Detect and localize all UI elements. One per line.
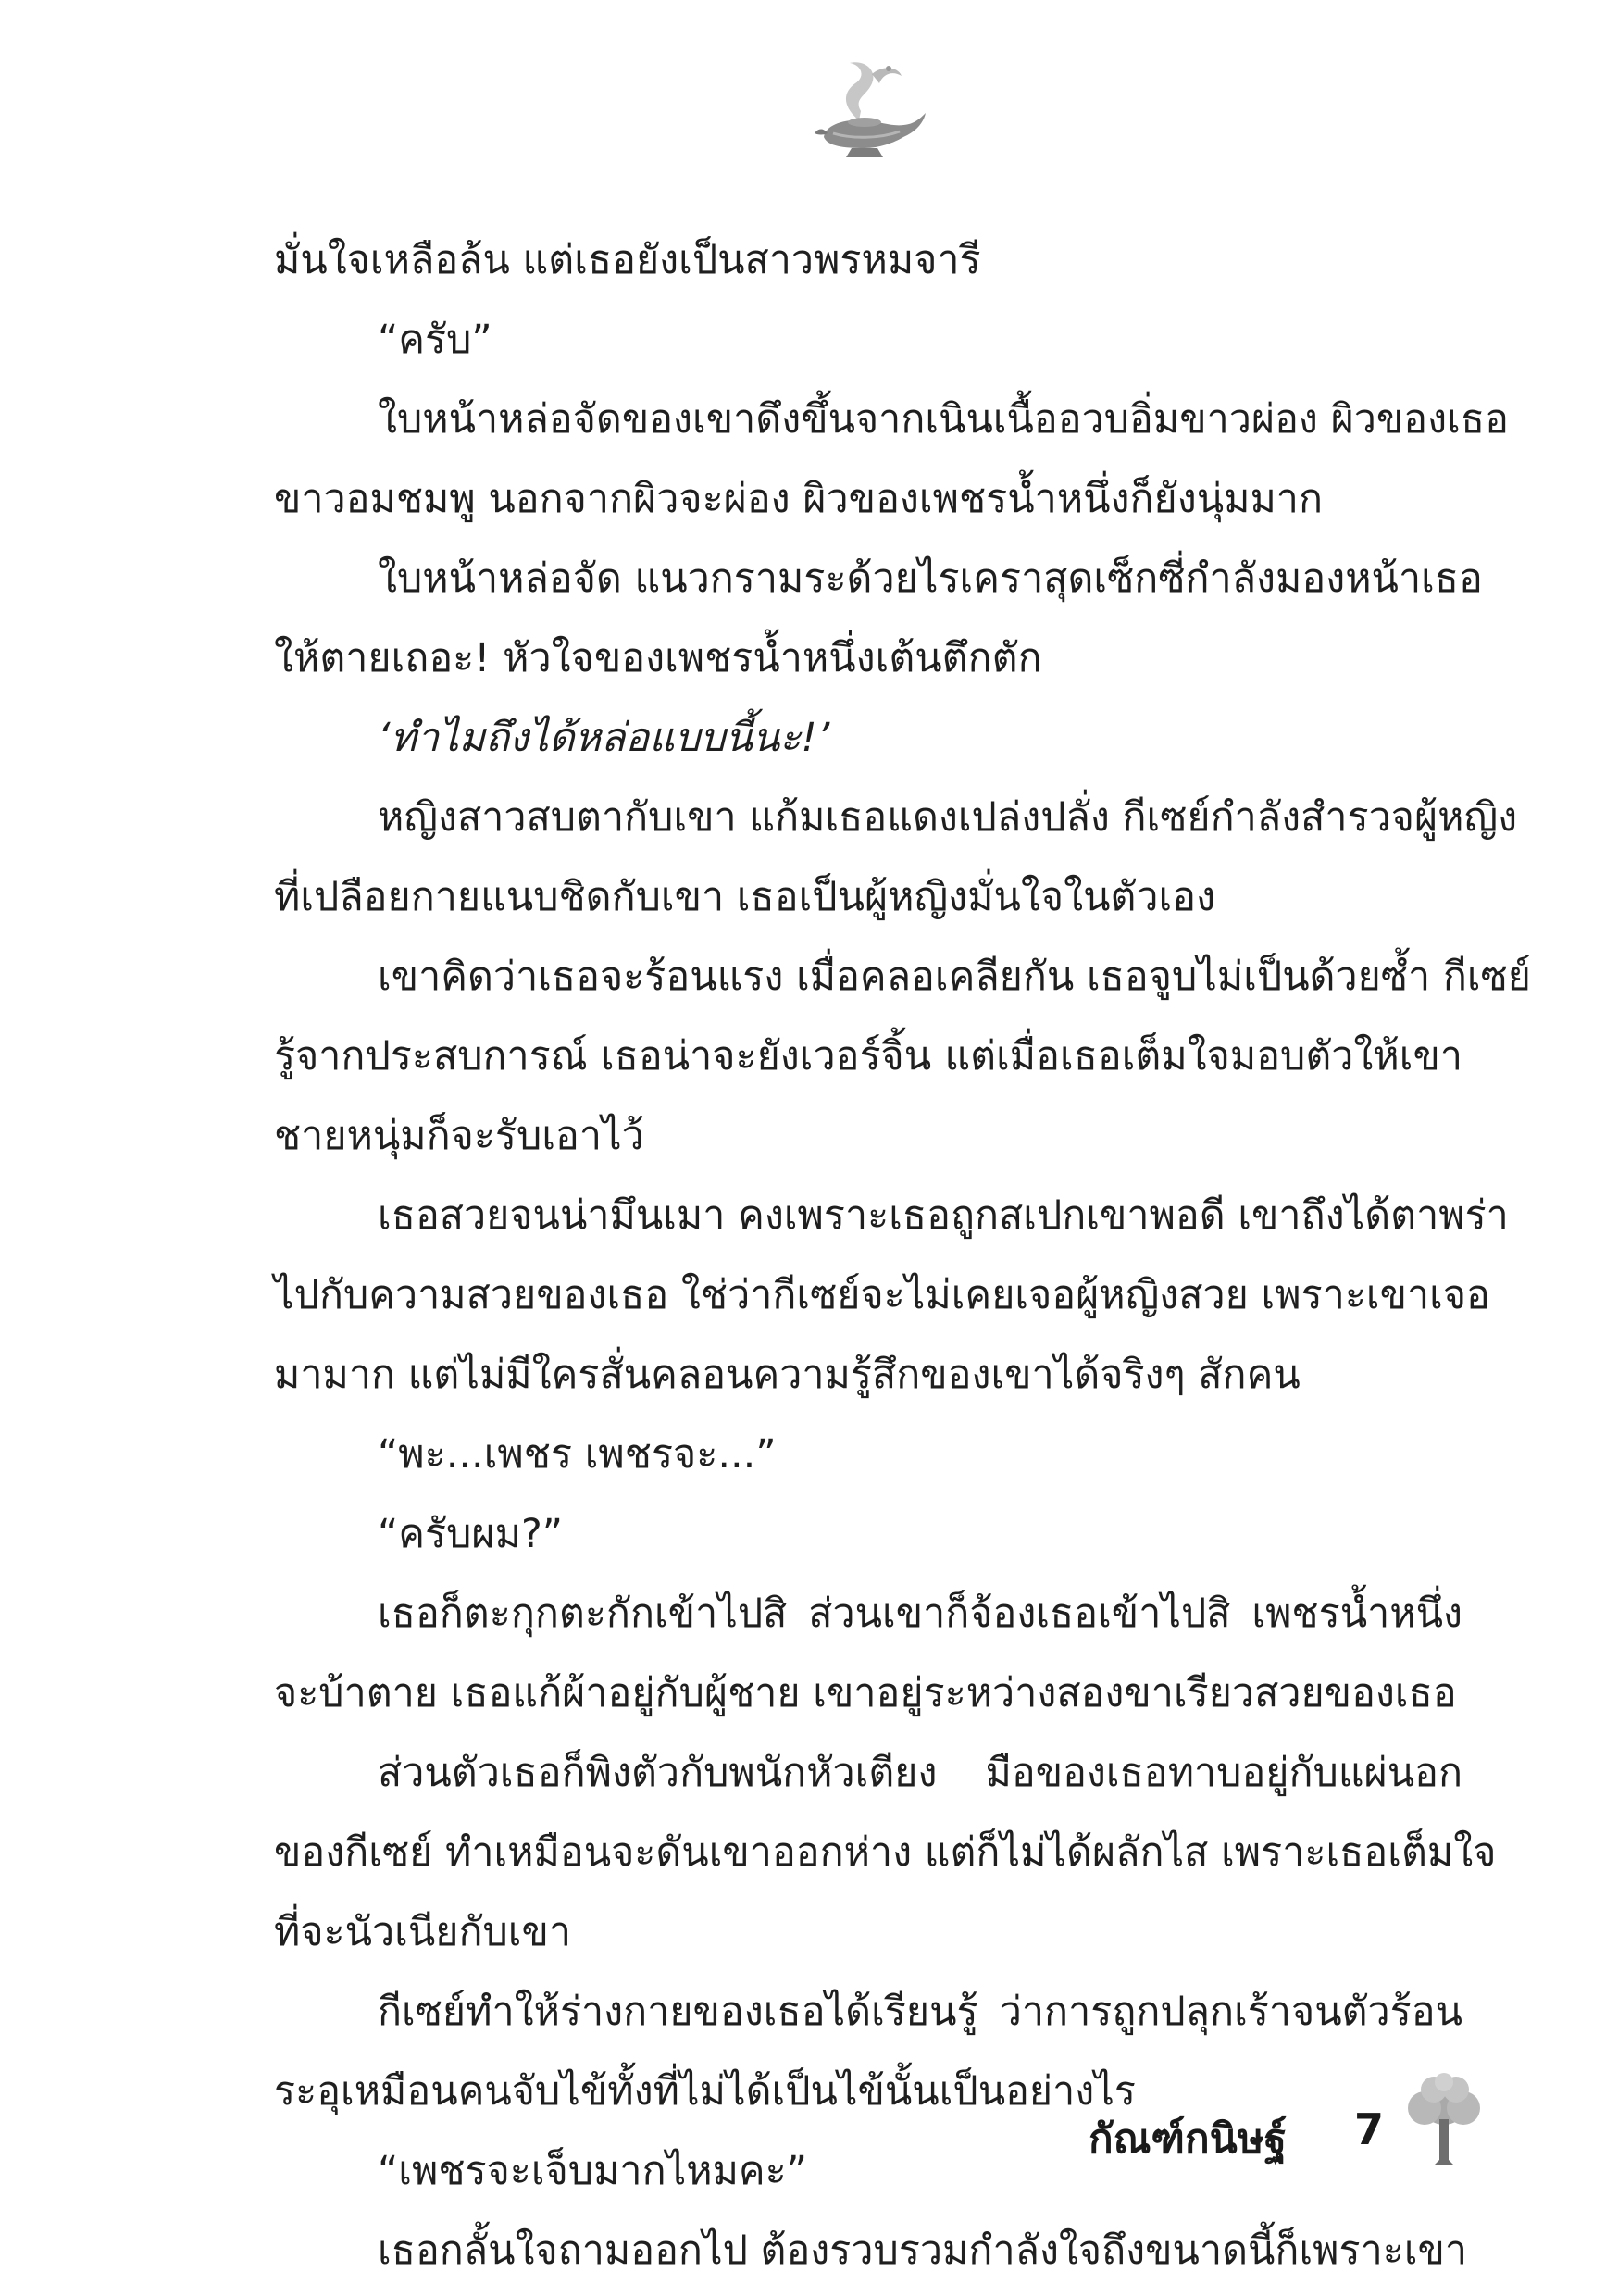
text-line: ของกีเซย์ ทำเหมือนจะดันเขาออกห่าง แต่ก็ไม่ได้ผลักไส เพราะเธอเต็มใจ [274,1829,1497,1876]
text-line: ขาวอมชมพู นอกจากผิวจะผ่อง ผิวของเพชรน้ำหนึ่งก็ยังนุ่มมาก [274,476,1323,522]
body-text [274,220,1531,2290]
text-line: มั่นใจเหลือล้น แต่เธอยังเป็นสาวพรหมจารี [274,237,981,283]
text-line: กีเซย์ทำให้ร่างกายของเธอได้เรียนรู้ ว่าการถูกปลุกเร้าจนตัวร้อน [378,1989,1462,2035]
text-line: มามาก แต่ไม่มีใครสั่นคลอนความรู้สึกของเขาได้จริงๆ สักคน [274,1352,1301,1398]
text-line: รู้จากประสบการณ์ เธอน่าจะยังเวอร์จิ้น แต่เมื่อเธอเต็มใจมอบตัวให้เขา [274,1033,1462,1079]
page-footer [1046,2097,1509,2180]
text-line: ชายหนุ่มก็จะรับเอาไว้ [274,1113,644,1159]
text-line: จะบ้าตาย เธอแก้ผ้าอยู่กับผู้ชาย เขาอยู่ระหว่างสองขาเรียวสวยของเธอ [274,1670,1457,1716]
text-line: ที่เปลือยกายแนบชิดกับเขา เธอเป็นผู้หญิงมั่นใจในตัวเอง [274,874,1216,920]
text-line: ส่วนตัวเธอก็พิงตัวกับพนักหัวเตียง มือของเธอทาบอยู่กับแผ่นอก [378,1750,1462,1796]
text-line: หญิงสาวสบตากับเขา แก้มเธอแดงเปล่งปลั่ง กีเซย์กำลังสำรวจผู้หญิง [378,794,1518,841]
text-line: เธอสวยจนน่ามึนเมา คงเพราะเธอถูกสเปกเขาพอดี เขาถึงได้ตาพร่า [378,1192,1509,1239]
text-line: ไปกับความสวยของเธอ ใช่ว่ากีเซย์จะไม่เคยเจอผู้หญิงสวย เพราะเขาเจอ [274,1272,1490,1318]
genie-lamp-icon [787,56,935,167]
text-line: ใบหน้าหล่อจัด แนวกรามระด้วยไรเคราสุดเซ็กซี่กำลังมองหน้าเธอ [378,555,1483,602]
page-number: 7 [1354,2104,1385,2154]
text-line: เธอก็ตะกุกตะกักเข้าไปสิ ส่วนเขาก็จ้องเธอเข้าไปสิ เพชรน้ำหนึ่ง [378,1591,1462,1637]
tree-icon [1393,2069,1495,2171]
text-line: “เพชรจะเจ็บมากไหมคะ” [378,2148,808,2194]
text-line: ให้ตายเถอะ! หัวใจของเพชรน้ำหนึ่งเต้นตึกตัก [274,635,1042,681]
text-line: ใบหน้าหล่อจัดของเขาดึงขึ้นจากเนินเนื้ออวบอิ่มขาวผ่อง ผิวของเธอ [378,396,1509,443]
text-line: “ครับ” [378,317,492,363]
text-line: เขาคิดว่าเธอจะร้อนแรง เมื่อคลอเคลียกัน เธอจูบไม่เป็นด้วยซ้ำ กีเซย์ [378,954,1531,1000]
text-line: ระอุเหมือนคนจับไข้ทั้งที่ไม่ได้เป็นไข้นั้นเป็นอย่างไร [274,2068,1136,2115]
author-name: กัณฑ์กนิษฐ์ [1089,2115,1287,2163]
text-line: “ครับผม?” [378,1511,564,1557]
text-line: ‘ทำไมถึงได้หล่อแบบนี้นะ!’ [378,715,830,761]
text-line: “พะ...เพชร เพชรจะ...” [378,1431,777,1478]
text-line: เธอกลั้นใจถามออกไป ต้องรวบรวมกำลังใจถึงขนาดนี้ก็เพราะเขา [378,2227,1468,2274]
text-line: ที่จะนัวเนียกับเขา [274,1909,572,1955]
